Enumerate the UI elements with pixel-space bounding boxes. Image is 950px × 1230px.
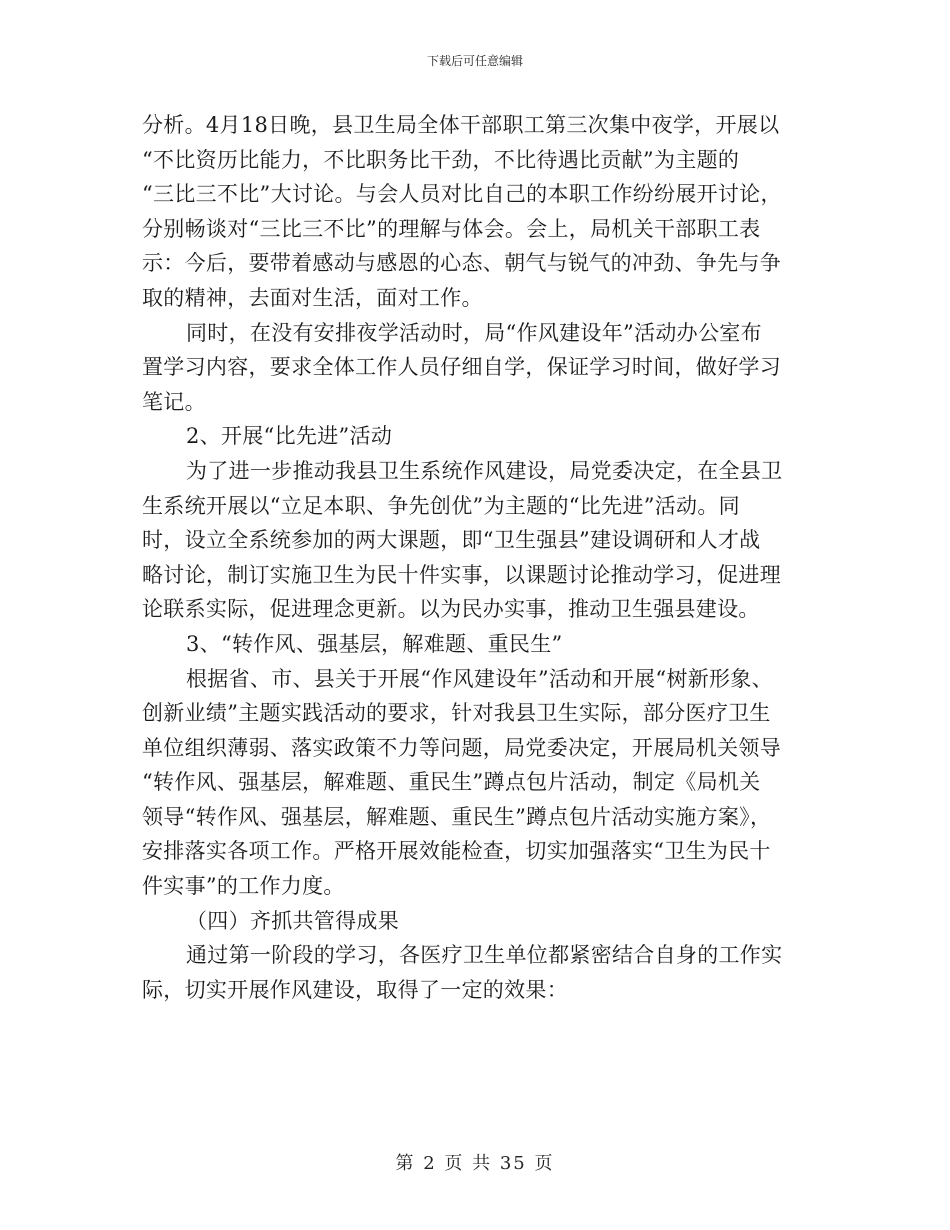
paragraph-line: 分析。4月18日晚，县卫生局全体干部职工第三次集中夜学，开展以 — [142, 113, 780, 137]
paragraph-line: 同时，在没有安排夜学活动时，局“作风建设年”活动办公室布 — [186, 320, 762, 345]
paragraph-line: 通过第一阶段的学习，各医疗卫生单位都紧密结合自身的工作实 — [186, 943, 783, 968]
paragraph-line: 创新业绩”主题实践活动的要求，针对我县卫生实际，部分医疗卫生 — [142, 701, 771, 726]
paragraph-line: 根据省、市、县关于开展“作风建设年”活动和开展“树新形象、 — [186, 666, 773, 691]
paragraph-line: 3、“转作风、强基层，解难题、重民生” — [186, 631, 563, 656]
paragraph-line: 领导“转作风、强基层，解难题、重民生”蹲点包片活动实施方案》， — [142, 804, 772, 829]
paragraph-line: 笔记。 — [142, 389, 206, 414]
paragraph-line: 时，设立全系统参加的两大课题，即“卫生强县”建设调研和人才战 — [142, 528, 761, 553]
paragraph-line: 生系统开展以“立足本职、争先创优”为主题的“比先进”活动。同 — [142, 493, 740, 518]
paragraph-line: 论联系实际，促进理念更新。以为民办实事，推动卫生强县建设。 — [142, 597, 760, 622]
paragraph-line: 单位组织薄弱、落实政策不力等问题，局党委决定，开展局机关领导 — [142, 735, 781, 760]
paragraph-line: 安排落实各项工作。严格开展效能检查，切实加强落实“卫生为民十 — [142, 839, 771, 864]
paragraph-line: “三比三不比”大讨论。与会人员对比自己的本职工作纷纷展开讨论， — [142, 182, 782, 207]
paragraph-line: 2、开展“比先进”活动 — [186, 424, 393, 449]
page-footer: 第 2 页 共 35 页 — [395, 1153, 555, 1174]
paragraph-line: 件实事”的工作力度。 — [142, 874, 345, 899]
paragraph-line: 际，切实开展作风建设，取得了一定的效果： — [142, 977, 568, 1002]
paragraph-line: 分别畅谈对“三比三不比”的理解与体会。会上，局机关干部职工表 — [142, 216, 761, 241]
paragraph-line: （四）齐抓共管得成果 — [186, 908, 399, 933]
paragraph-line: 略讨论，制订实施卫生为民十件实事，以课题讨论推动学习，促进理 — [142, 562, 781, 587]
paragraph-line: 置学习内容，要求全体工作人员仔细自学，保证学习时间，做好学习 — [142, 355, 781, 380]
paragraph-line: “不比资历比能力，不比职务比干劲，不比待遇比贡献”为主题的 — [142, 147, 740, 172]
paragraph-line: 示：今后，要带着感动与感恩的心态、朝气与锐气的冲劲、争先与争 — [142, 251, 781, 276]
paragraph-line: 为了进一步推动我县卫生系统作风建设，局党委决定，在全县卫 — [186, 458, 783, 483]
paragraph-line: 取的精神，去面对生活，面对工作。 — [142, 285, 483, 310]
document-body — [142, 108, 814, 1007]
page-header: 下载后可任意编辑 — [426, 54, 523, 68]
paragraph-line: “转作风、强基层，解难题、重民生”蹲点包片活动，制定《局机关 — [142, 770, 761, 795]
